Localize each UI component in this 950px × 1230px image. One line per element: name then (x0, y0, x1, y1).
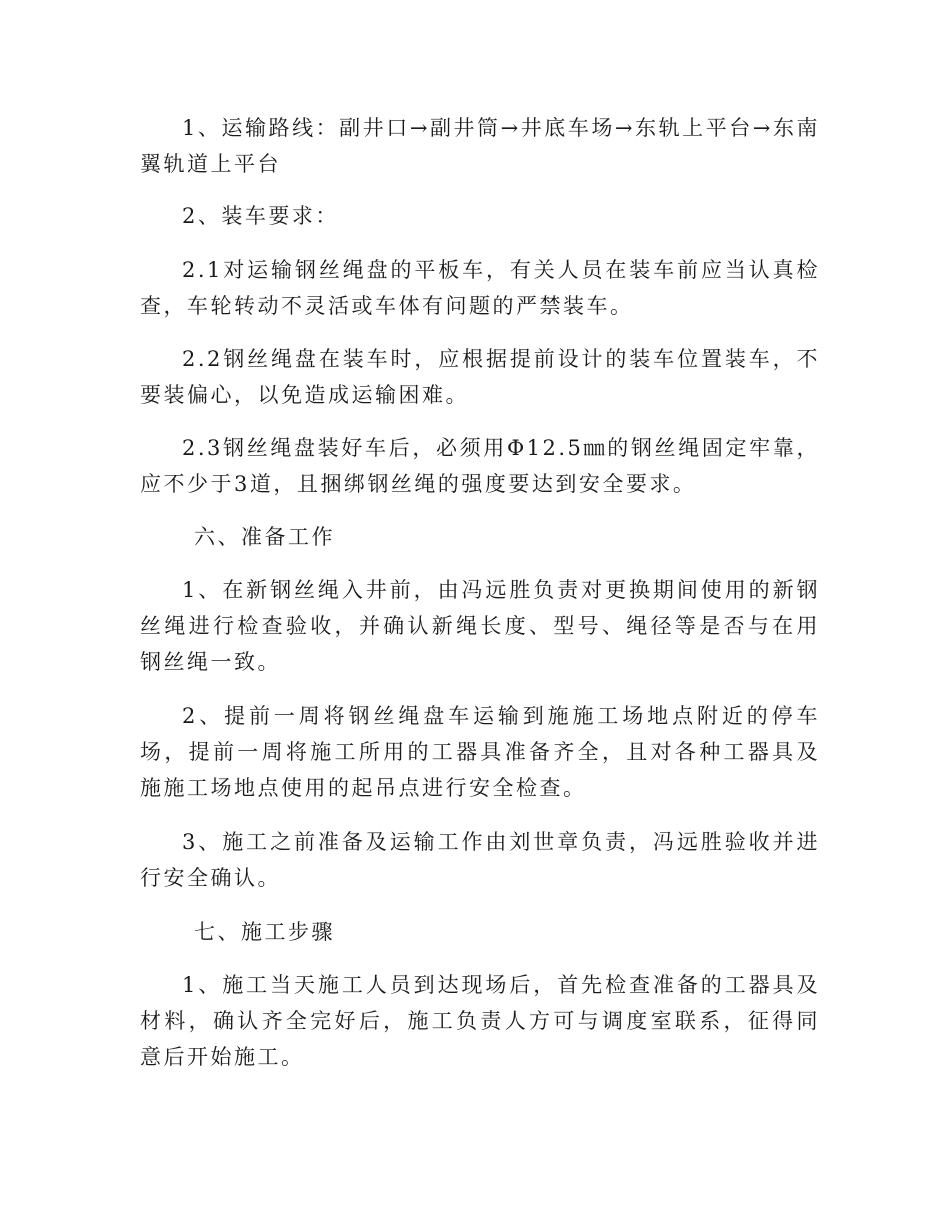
paragraph-rope-securing: 2.3钢丝绳盘装好车后，必须用Φ12.5㎜的钢丝绳固定牢靠，应不少于3道，且捆绑钢丝绳的强度要达到安全要求。 (140, 436, 820, 496)
paragraph-loading-requirements: 2、装车要求： (182, 204, 339, 228)
paragraph-site-check: 1、施工当天施工人员到达现场后，首先检查准备的工器具及材料，确认齐全完好后，施工负责人方可与调度室联系，征得同意后开始施工。 (140, 973, 820, 1069)
section-heading-construction-steps: 七、施工步骤 (194, 920, 335, 944)
section-heading-preparation: 六、准备工作 (194, 525, 335, 549)
paragraph-loading-position: 2.2钢丝绳盘在装车时，应根据提前设计的装车位置装车，不要装偏心，以免造成运输困难。 (140, 347, 820, 407)
paragraph-new-rope-inspection: 1、在新钢丝绳入井前，由冯远胜负责对更换期间使用的新钢丝绳进行检查验收，并确认新绳长度、型号、绳径等是否与在用钢丝绳一致。 (140, 578, 820, 674)
paragraph-responsibility: 3、施工之前准备及运输工作由刘世章负责，冯远胜验收并进行安全确认。 (140, 830, 820, 890)
paragraph-flatcar-inspection: 2.1对运输钢丝绳盘的平板车，有关人员在装车前应当认真检查，车轮转动不灵活或车体有问题的严禁装车。 (140, 258, 820, 318)
paragraph-advance-transport: 2、提前一周将钢丝绳盘车运输到施施工场地点附近的停车场，提前一周将施工所用的工器具准备齐全，且对各种工器具及施施工场地点使用的起吊点进行安全检查。 (140, 704, 820, 800)
paragraph-transport-route: 1、运输路线：副井口→副井筒→井底车场→东轨上平台→东南翼轨道上平台 (140, 116, 820, 176)
